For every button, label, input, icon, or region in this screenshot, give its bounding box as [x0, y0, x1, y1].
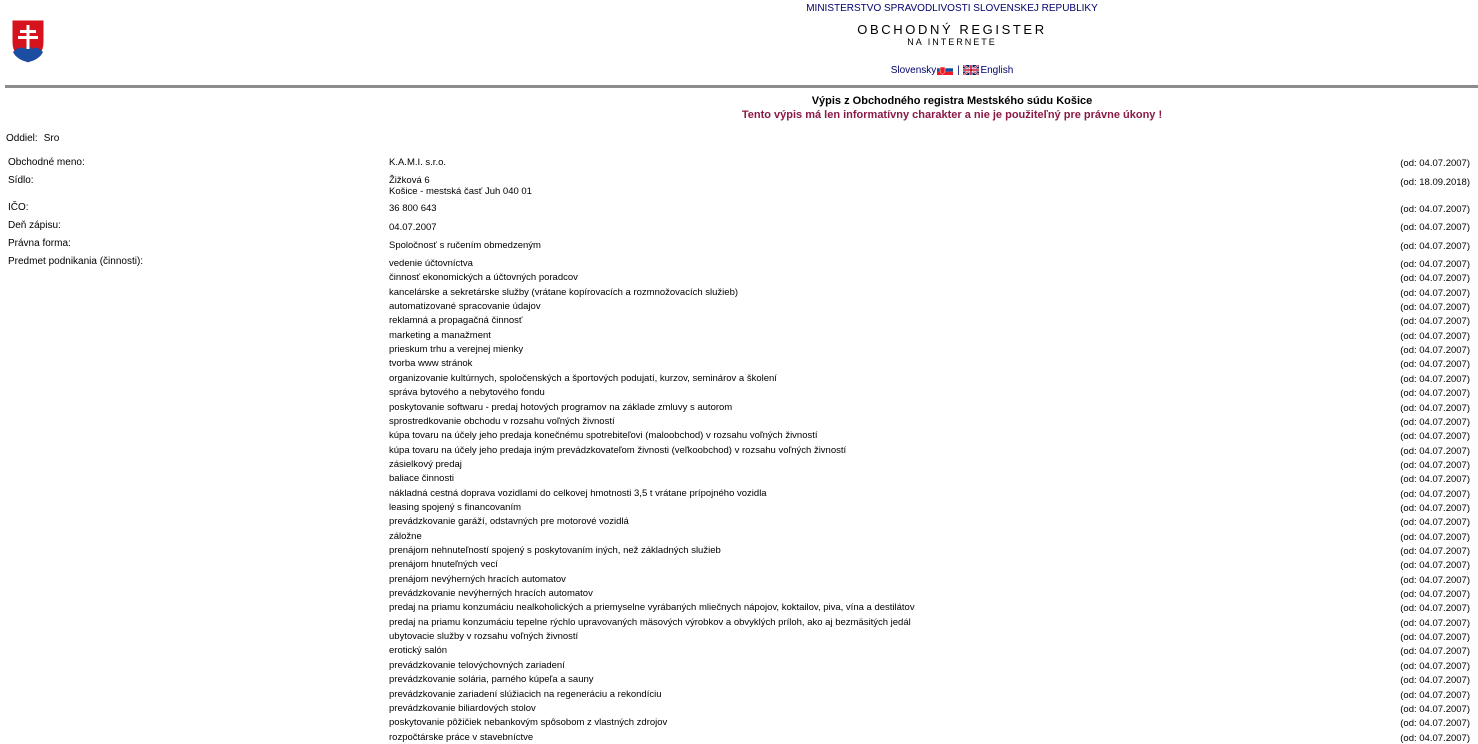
activity-since: (od: 04.07.2007): [1400, 416, 1470, 428]
activity-since: (od: 04.07.2007): [1400, 502, 1470, 514]
activity-since: (od: 04.07.2007): [1400, 517, 1470, 529]
activity-item: erotický salón: [389, 645, 448, 657]
activity-since: (od: 04.07.2007): [1400, 560, 1470, 572]
extract-title: Výpis z Obchodného registra Mestského súdu Košice: [811, 95, 1093, 107]
activity-item: kancelárske a sekretárske služby (vrátane kopírovacích a rozmnožovacích služieb): [389, 286, 739, 298]
activity-item: ubytovacie služby v rozsahu voľných živností: [389, 631, 579, 643]
activity-item: tvorba www stránok: [389, 358, 473, 370]
activity-since: (od: 04.07.2007): [1400, 675, 1470, 687]
activity-item: poskytovanie softwaru - predaj hotových programov na základe zmluvy s autorom: [389, 401, 733, 413]
activity-item: marketing a manažment: [389, 329, 491, 341]
activity-item: prevádzkovanie nevýherných hracích automatov: [389, 588, 593, 600]
activity-since: (od: 04.07.2007): [1400, 660, 1470, 672]
activity-since: (od: 04.07.2007): [1400, 474, 1470, 486]
ministry-title: MINISTERSTVO SPRAVODLIVOSTI SLOVENSKEJ REPUBLIKY: [806, 3, 1098, 14]
activity-since: (od: 04.07.2007): [1400, 646, 1470, 658]
activity-item: sprostredkovanie obchodu v rozsahu voľných živností: [389, 415, 615, 427]
activity-item: rozpočtárske práce v stavebníctve: [389, 731, 534, 743]
header-divider: [5, 85, 1478, 88]
activity-since: (od: 04.07.2007): [1400, 345, 1470, 357]
lang-slovak-link[interactable]: [891, 65, 955, 76]
activity-item: kúpa tovaru na účely jeho predaja konečnému spotrebiteľovi (maloobchod) v rozsahu voľných živností: [389, 430, 818, 442]
uk-flag-icon: [963, 65, 979, 75]
ico-since: (od: 04.07.2007): [1400, 204, 1470, 215]
activity-item: automatizované spracovanie údajov: [389, 301, 541, 313]
activity-since: (od: 04.07.2007): [1400, 302, 1470, 314]
activity-since: (od: 04.07.2007): [1400, 589, 1470, 601]
activities-label: Predmet podnikania (činnosti):: [8, 256, 144, 267]
ico-label: IČO:: [8, 202, 29, 213]
register-title: OBCHODNÝ REGISTER: [857, 22, 1047, 37]
activity-since: (od: 04.07.2007): [1400, 546, 1470, 557]
activity-item: prevádzkovanie zariadení slúžiacich na regeneráciu a rekondíciu: [389, 688, 662, 700]
activity-since: (od: 04.07.2007): [1400, 718, 1470, 730]
lang-separator: |: [954, 65, 963, 76]
activity-item: organizovanie kultúrnych, spoločenských a športových podujatí, kurzov, seminárov a školení: [389, 372, 777, 384]
activity-since: (od: 04.07.2007): [1400, 402, 1470, 414]
activity-since: (od: 04.07.2007): [1400, 259, 1470, 270]
activity-item: baliace činnosti: [389, 473, 454, 485]
seat-label: Sídlo:: [8, 175, 34, 186]
activity-item: prenájom nehnuteľností spojený s poskytovaním iných, než základných služieb: [389, 545, 721, 556]
activity-item: reklamná a propagačná činnosť: [389, 315, 523, 327]
activity-since: (od: 04.07.2007): [1400, 703, 1470, 715]
business-name-value: K.A.M.I. s.r.o.: [389, 157, 447, 168]
activity-since: (od: 04.07.2007): [1400, 373, 1470, 385]
business-name-since: (od: 04.07.2007): [1400, 158, 1470, 169]
activity-item: záložne: [389, 530, 422, 542]
activity-item: predaj na priamu konzumáciu nealkoholických a priemyselne vyrábaných mliečnych nápojov, koktailov, piva, vína a destilátov: [389, 602, 915, 614]
activity-item: nákladná cestná doprava vozidlami do celkovej hmotnosti 3,5 t vrátane prípojného vozidla: [389, 487, 767, 499]
legal-form-since: (od: 04.07.2007): [1400, 241, 1470, 252]
registration-date-since: (od: 04.07.2007): [1400, 222, 1470, 233]
activity-since: (od: 04.07.2007): [1400, 330, 1470, 342]
activity-item: správa bytového a nebytového fondu: [389, 387, 545, 399]
activity-item: poskytovanie pôžičiek nebankovým spôsobom z vlastných zdrojov: [389, 717, 668, 729]
lang-slovak-label: Slovensky: [890, 65, 937, 76]
lang-english-link[interactable]: [962, 65, 1013, 76]
activity-since: (od: 04.07.2007): [1400, 445, 1470, 457]
activity-item: leasing spojený s financovaním: [389, 501, 522, 513]
seat-street: Žižková 6: [389, 175, 430, 186]
section-info: [6, 133, 59, 144]
activity-since: (od: 04.07.2007): [1400, 273, 1470, 285]
activity-item: prieskum trhu a verejnej mienky: [389, 344, 524, 356]
activity-item: činnosť ekonomických a účtovných poradcov: [389, 272, 578, 284]
activity-item: prevádzkovanie garáží, odstavných pre motorové vozidlá: [389, 516, 629, 528]
registration-date-label: Deň zápisu:: [8, 220, 61, 231]
activity-since: (od: 04.07.2007): [1400, 617, 1470, 629]
section-value: Sro: [43, 133, 60, 144]
activity-item: prevádzkovanie solária, parného kúpeľa a sauny: [389, 674, 594, 686]
seat-city: Košice - mestská časť Juh 040 01: [389, 186, 532, 197]
activity-item: zásielkový predaj: [389, 458, 462, 470]
activity-since: (od: 04.07.2007): [1400, 359, 1470, 371]
activity-item: prevádzkovanie biliardových stolov: [389, 702, 536, 714]
activity-item: vedenie účtovníctva: [389, 258, 473, 269]
activity-since: (od: 04.07.2007): [1400, 388, 1470, 400]
activity-item: prevádzkovanie telovýchovných zariadení: [389, 659, 565, 671]
activity-item: predaj na priamu konzumáciu tepelne rýchlo upravovaných mäsových výrobkov a obvyklých príloh, ako aj bezmäsitých jedál: [389, 616, 911, 628]
activity-since: (od: 04.07.2007): [1400, 689, 1470, 701]
activity-since: (od: 04.07.2007): [1400, 459, 1470, 471]
activity-since: (od: 04.07.2007): [1400, 574, 1470, 586]
ico-value: 36 800 643: [389, 203, 437, 214]
activity-since: (od: 04.07.2007): [1400, 488, 1470, 500]
section-label: Oddiel:: [6, 133, 38, 144]
activity-item: prenájom nevýherných hracích automatov: [389, 573, 566, 585]
business-name-label: Obchodné meno:: [8, 157, 85, 168]
registration-date-value: 04.07.2007: [389, 222, 437, 233]
activity-since: (od: 04.07.2007): [1400, 316, 1470, 328]
legal-form-label: Právna forma:: [8, 238, 71, 249]
extract-warning: Tento výpis má len informatívny charakter a nie je použiteľný pre právne úkony !: [741, 109, 1163, 121]
activity-since: (od: 04.07.2007): [1400, 732, 1470, 744]
activity-since: (od: 04.07.2007): [1400, 531, 1470, 543]
activity-since: (od: 04.07.2007): [1400, 431, 1470, 443]
activity-since: (od: 04.07.2007): [1400, 603, 1470, 615]
activity-item: kúpa tovaru na účely jeho predaja iným prevádzkovateľom živnosti (veľkoobchod) v rozsahu voľných živností: [389, 444, 847, 456]
activity-since: (od: 04.07.2007): [1400, 632, 1470, 644]
seat-since: (od: 18.09.2018): [1400, 177, 1470, 188]
activity-item: prenájom hnuteľných vecí: [389, 559, 498, 571]
activity-since: (od: 04.07.2007): [1400, 287, 1470, 299]
slovak-flag-icon: [937, 65, 953, 75]
legal-form-value: Spoločnosť s ručením obmedzeným: [389, 240, 541, 251]
language-switch: [0, 65, 1478, 76]
lang-english-label: English: [980, 65, 1014, 76]
register-subtitle: NA INTERNETE: [907, 37, 997, 47]
